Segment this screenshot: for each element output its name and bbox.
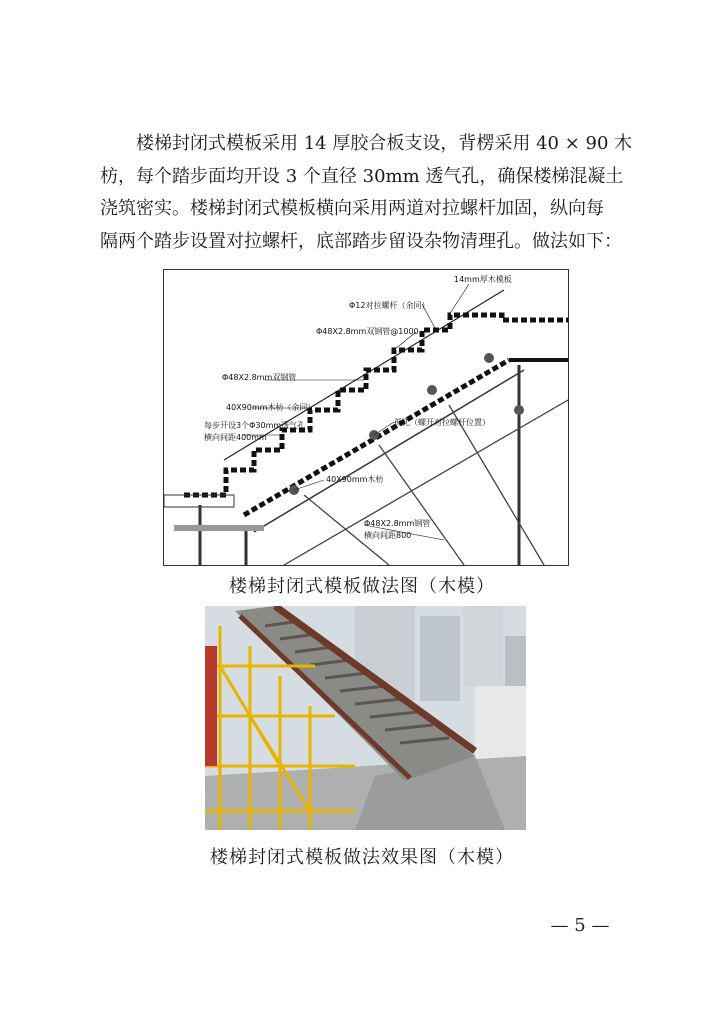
label-vent-hole-2: 横向间距400mm [204, 433, 267, 442]
stair-formwork-photo [205, 606, 526, 830]
label-support-pipe-2: 横向间距800 [364, 531, 412, 540]
page-number: — 5 — [550, 915, 610, 936]
paragraph-line: 浇筑密实。楼梯封闭式模板横向采用两道对拉螺杆加固，纵向每 [100, 198, 604, 219]
stair-formwork-drawing [163, 269, 569, 566]
paragraph-line: 隔两个踏步设置对拉螺杆，底部踏步留设杂物清理孔。做法如下： [100, 230, 622, 252]
figure2-caption: 楼梯封闭式模板做法效果图（木模） [210, 847, 514, 868]
figure1-caption: 楼梯封闭式模板做法图（木模） [229, 576, 495, 597]
label-timber-left: 40X90mm木枋（余同） [226, 403, 316, 412]
label-plywood: 14mm厚木模板 [454, 275, 512, 284]
label-tie-rod: Φ12对拉螺杆（余同） [349, 301, 430, 310]
label-vent-hole-1: 每步开设3个Φ30mm透气孔 [204, 421, 306, 430]
paragraph-line: 楼梯封闭式模板采用 14 厚胶合板支设，背楞采用 40 × 90 木 [136, 133, 633, 154]
label-steel-pipe-left: Φ48X2.8mm双钢管 [222, 373, 297, 382]
label-clean-hole: 孤孔（螺开对拉螺杆位置） [394, 418, 490, 427]
label-timber-bottom: 40X90mm木枋 [326, 475, 384, 484]
paragraph-line: 枋，每个踏步面均开设 3 个直径 30mm 透气孔，确保楼梯混凝土 [100, 165, 624, 187]
label-support-pipe-1: Φ48X2.8mm钢管 [364, 519, 431, 528]
body-paragraph [100, 128, 633, 258]
label-steel-pipe-top: Φ48X2.8mm双钢管@1000 [316, 327, 419, 336]
